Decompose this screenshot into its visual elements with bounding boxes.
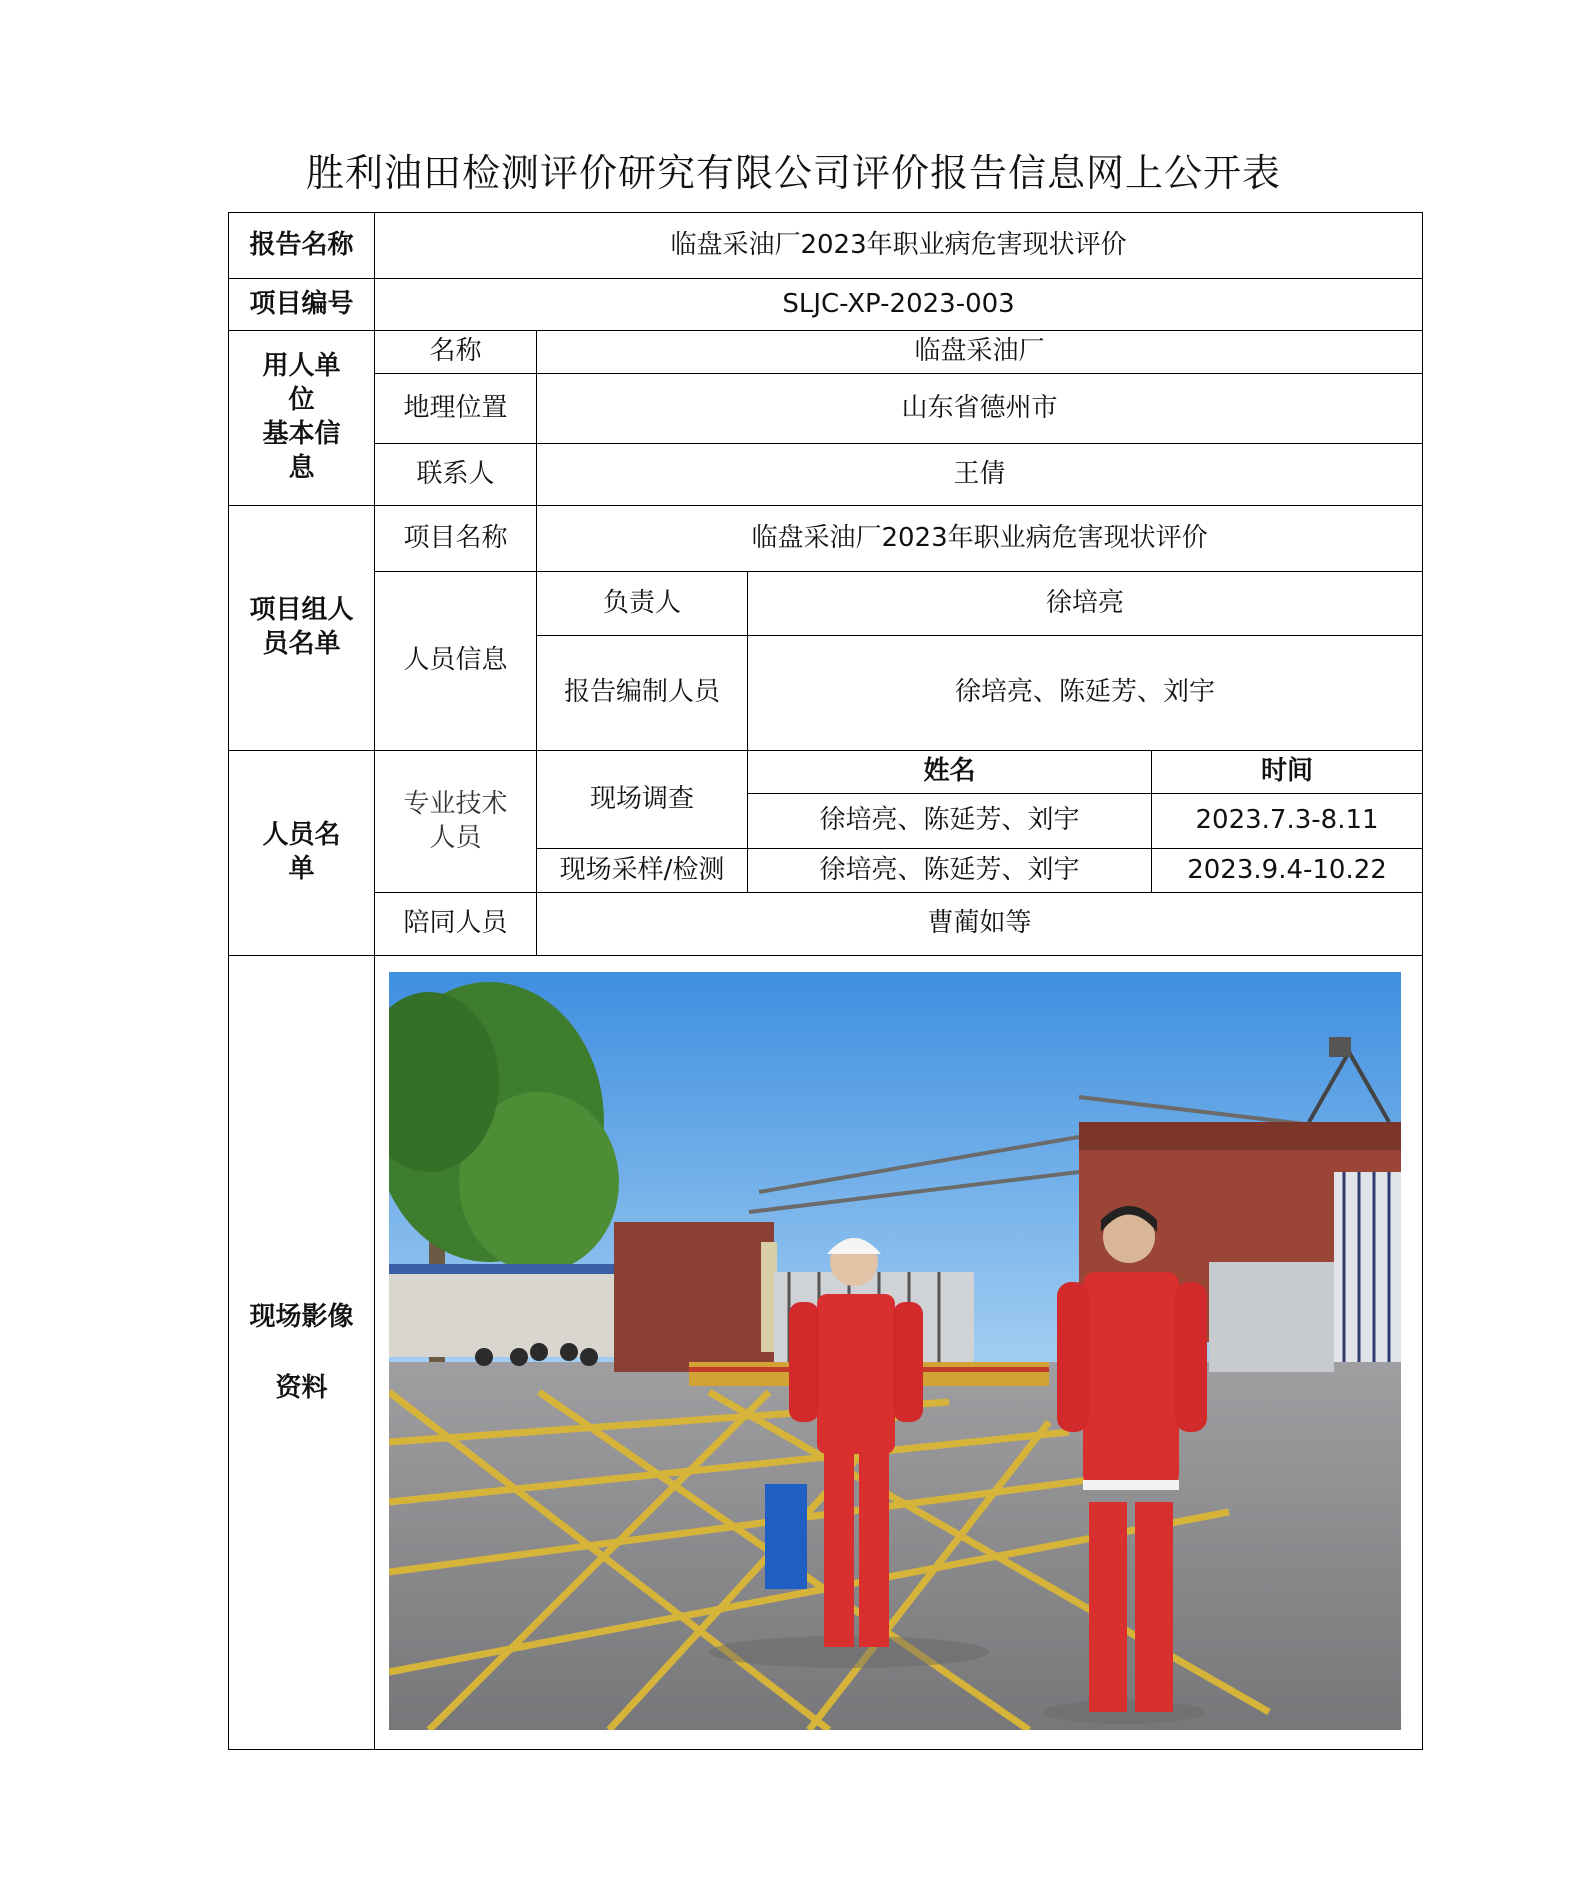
staff-header-row [229,751,1423,794]
employer-contact-value: 王倩 [537,444,1423,506]
employer-contact-row [229,444,1423,506]
staff-time-header: 时间 [1152,751,1423,794]
team-personnel-label: 人员信息 [375,572,537,751]
project-number-label: 项目编号 [229,279,375,331]
team-compilers-value: 徐培亮、陈延芳、刘宇 [748,636,1423,751]
compound-wall [389,1272,614,1357]
employer-location-label: 地理位置 [375,374,537,444]
team-project-row [229,506,1423,572]
photo-row [229,956,1423,1750]
employer-name-value: 临盘采油厂 [537,331,1423,374]
team-compilers-label: 报告编制人员 [537,636,748,751]
employer-section-label: 用人单 位 基本信 息 [229,331,375,506]
team-leader-value: 徐培亮 [748,572,1423,636]
report-name-row [229,213,1423,279]
report-name-value: 临盘采油厂2023年职业病危害现状评价 [375,213,1423,279]
staff-tech-label: 专业技术 人员 [375,751,537,893]
team-leader-label: 负责人 [537,572,748,636]
staff-escort-value: 曹蔺如等 [537,893,1423,956]
staff-name-header: 姓名 [748,751,1152,794]
photo-section-label: 现场影像 资料 [229,956,375,1750]
team-section-label: 项目组人 员名单 [229,506,375,751]
site-photo [389,972,1401,1730]
project-number-row [229,279,1423,331]
project-number-value: SLJC-XP-2023-003 [375,279,1423,331]
team-leader-row [229,572,1423,636]
team-project-name-value: 临盘采油厂2023年职业病危害现状评价 [537,506,1423,572]
staff-escort-label: 陪同人员 [375,893,537,956]
staff-survey-time: 2023.7.3-8.11 [1152,794,1423,849]
employer-location-row [229,374,1423,444]
employer-location-value: 山东省德州市 [537,374,1423,444]
staff-sampling-time: 2023.9.4-10.22 [1152,849,1423,893]
employer-name-row [229,331,1423,374]
report-name-label: 报告名称 [229,213,375,279]
gate-pillar-left [614,1222,774,1372]
site-photo-cell [375,956,1423,1750]
team-project-name-label: 项目名称 [375,506,537,572]
staff-survey-label: 现场调查 [537,751,748,849]
employer-name-label: 名称 [375,331,537,374]
staff-survey-names: 徐培亮、陈延芳、刘宇 [748,794,1152,849]
staff-section-label: 人员名 单 [229,751,375,956]
employer-contact-label: 联系人 [375,444,537,506]
staff-sampling-label: 现场采样/检测 [537,849,748,893]
staff-sampling-names: 徐培亮、陈延芳、刘宇 [748,849,1152,893]
disclosure-table [228,212,1423,1750]
page-title: 胜利油田检测评价研究有限公司评价报告信息网上公开表 [305,151,1281,195]
staff-escort-row [229,893,1423,956]
